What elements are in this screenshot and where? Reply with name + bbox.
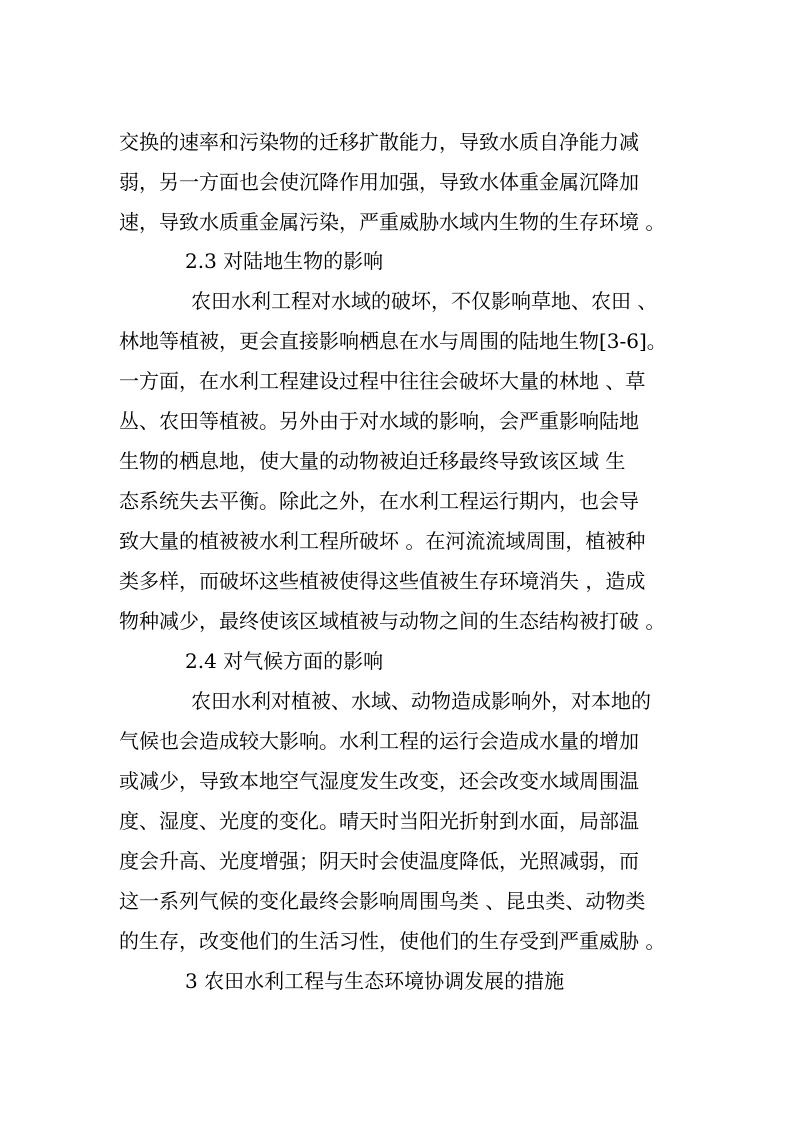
text-line: 或减少，导致本地空气湿度发生改变，还会改变水域周围温 <box>119 769 639 793</box>
text-line: 一方面，在水利工程建设过程中往往会破坏大量的林地 、草 <box>119 369 646 393</box>
section-heading: 3 农田水利工程与生态环境协调发展的措施 <box>185 969 565 993</box>
text-line: 物种减少，最终使该区域植被与动物之间的生态结构被打破 。 <box>119 609 666 633</box>
section-heading: 2.4 对气候方面的影响 <box>185 649 384 673</box>
section-heading: 2.3 对陆地生物的影响 <box>185 249 384 273</box>
text-line: 的生存，改变他们的生活习性，使他们的生存受到严重威胁 。 <box>119 929 666 953</box>
text-line: 类多样，而破坏这些植被使得这些值被生存环境消失 ，造成 <box>119 569 646 593</box>
text-line: 弱，另一方面也会使沉降作用加强，导致水体重金属沉降加 <box>119 170 639 194</box>
text-line: 这一系列气候的变化最终会影响周围鸟类 、昆虫类、动物类 <box>119 889 646 913</box>
text-line: 速，导致水质重金属污染，严重威胁水域内生物的生存环境 。 <box>119 210 666 234</box>
text-line: 态系统失去平衡。除此之外，在水利工程运行期内，也会导 <box>119 489 639 513</box>
text-line: 生物的栖息地，使大量的动物被迫迁移最终导致该区域 生 <box>119 449 626 473</box>
text-line: 农田水利对植被、水域、动物造成影响外，对本地的 <box>191 689 651 713</box>
text-line: 林地等植被，更会直接影响栖息在水与周围的陆地生物[3-6]。 <box>119 329 667 353</box>
text-line: 交换的速率和污染物的迁移扩散能力，导致水质自净能力减 <box>119 130 639 154</box>
text-line: 丛、农田等植被。另外由于对水域的影响，会严重影响陆地 <box>119 409 639 433</box>
text-line: 农田水利工程对水域的破坏，不仅影响草地、农田 、 <box>191 289 658 313</box>
text-line: 度、湿度、光度的变化。晴天时当阳光折射到水面，局部温 <box>119 809 639 833</box>
text-line: 度会升高、光度增强；阴天时会使温度降低，光照减弱，而 <box>119 849 639 873</box>
text-line: 致大量的植被被水利工程所破坏 。在河流流域周围，植被种 <box>119 529 646 553</box>
text-line: 气候也会造成较大影响。水利工程的运行会造成水量的增加 <box>119 729 639 753</box>
